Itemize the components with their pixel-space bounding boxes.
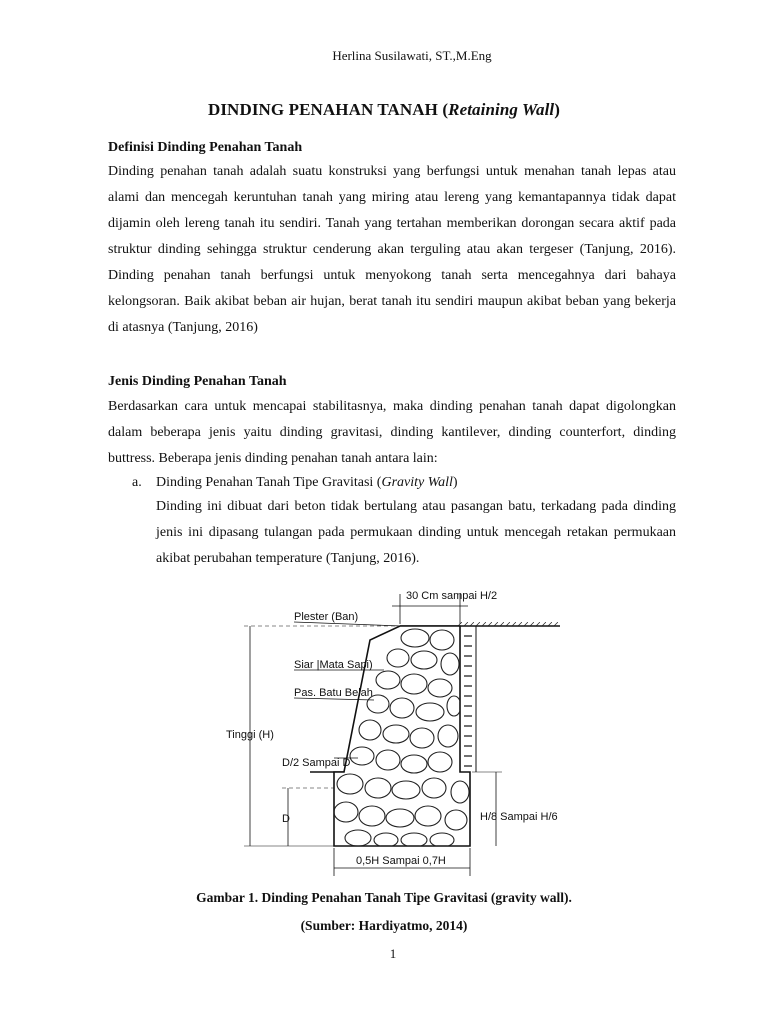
label-top-width: 30 Cm sampai H/2 xyxy=(406,590,498,602)
figure-caption: Gambar 1. Dinding Penahan Tanah Tipe Gravitasi (gravity wall). xyxy=(196,890,572,905)
gravity-wall-diagram xyxy=(210,580,570,882)
section-heading-jenis: Jenis Dinding Penahan Tanah xyxy=(108,374,287,389)
paragraph-definisi: Dinding penahan tanah adalah suatu konstruksi yang berfungsi untuk menahan tanah lepas atau alami dan mencegah keruntuhan tanah yang miring atau lereng yang kemantapannya tidak dapat dijamin oleh lereng tanah itu sendiri. Tanah yang tertahan memberikan dorongan secara aktif pada struktur dinding sehingga struktur cenderung akan terguling atau akan tergeser (Tanjung, 2016). Dinding penahan tanah berfungsi untuk menyokong tanah serta mencegahnya dari bahaya kelongsoran. Baik akibat beban air hujan, berat tanah itu sendiri maupun akibat beban yang bekerja di atasnya (Tanjung, 2016) xyxy=(108,164,676,335)
label-siar: Siar |Mata Sapi) xyxy=(294,659,373,671)
title-italic: Retaining Wall xyxy=(448,100,555,119)
label-height: Tinggi (H) xyxy=(226,729,274,741)
list-item-body-a: Dinding ini dibuat dari beton tidak bertulang atau pasangan batu, terkadang pada dinding jenis ini dipasang tulangan pada permukaan dinding untuk mencegah retakan permukaan akibat perubahan temperature (Tanjung, 2016). xyxy=(156,499,676,566)
title-main: DINDING PENAHAN TANAH xyxy=(207,100,439,119)
item-title-close: ) xyxy=(452,475,458,490)
document-title xyxy=(0,100,768,120)
label-toe: D/2 Sampai D xyxy=(282,757,351,769)
list-item-title-a xyxy=(156,475,458,491)
item-title-text: Dinding Penahan Tanah Tipe Gravitasi ( xyxy=(156,475,382,490)
ground-hatch-top xyxy=(456,622,560,626)
page-number: 1 xyxy=(389,946,397,961)
label-base-width: 0,5H Sampai 0,7H xyxy=(356,855,446,867)
figure-source: (Sumber: Hardiyatmo, 2014) xyxy=(300,918,468,933)
page-header-author: Herlina Susilawati, ST.,M.Eng xyxy=(332,48,492,63)
label-batu: Pas. Batu Belah xyxy=(294,687,373,699)
label-plester: Plester (Ban) xyxy=(294,611,359,623)
section-heading-definisi: Definisi Dinding Penahan Tanah xyxy=(108,140,303,155)
backfill-marks xyxy=(464,636,472,766)
list-item-label-a: a. xyxy=(132,475,142,490)
title-paren-open: ( xyxy=(438,100,449,119)
title-paren-close: ) xyxy=(554,100,561,119)
item-title-italic: Gravity Wall xyxy=(381,475,453,490)
paragraph-jenis: Berdasarkan cara untuk mencapai stabilitasnya, maka dinding penahan tanah dapat digolongkan dalam beberapa jenis yaitu dinding gravitasi, dinding kantilever, dinding counterfort, dinding buttress. Beberapa jenis dinding penahan tanah antara lain: xyxy=(108,399,676,466)
label-depth: D xyxy=(282,813,290,825)
label-base-depth: H/8 Sampai H/6 xyxy=(480,811,558,823)
